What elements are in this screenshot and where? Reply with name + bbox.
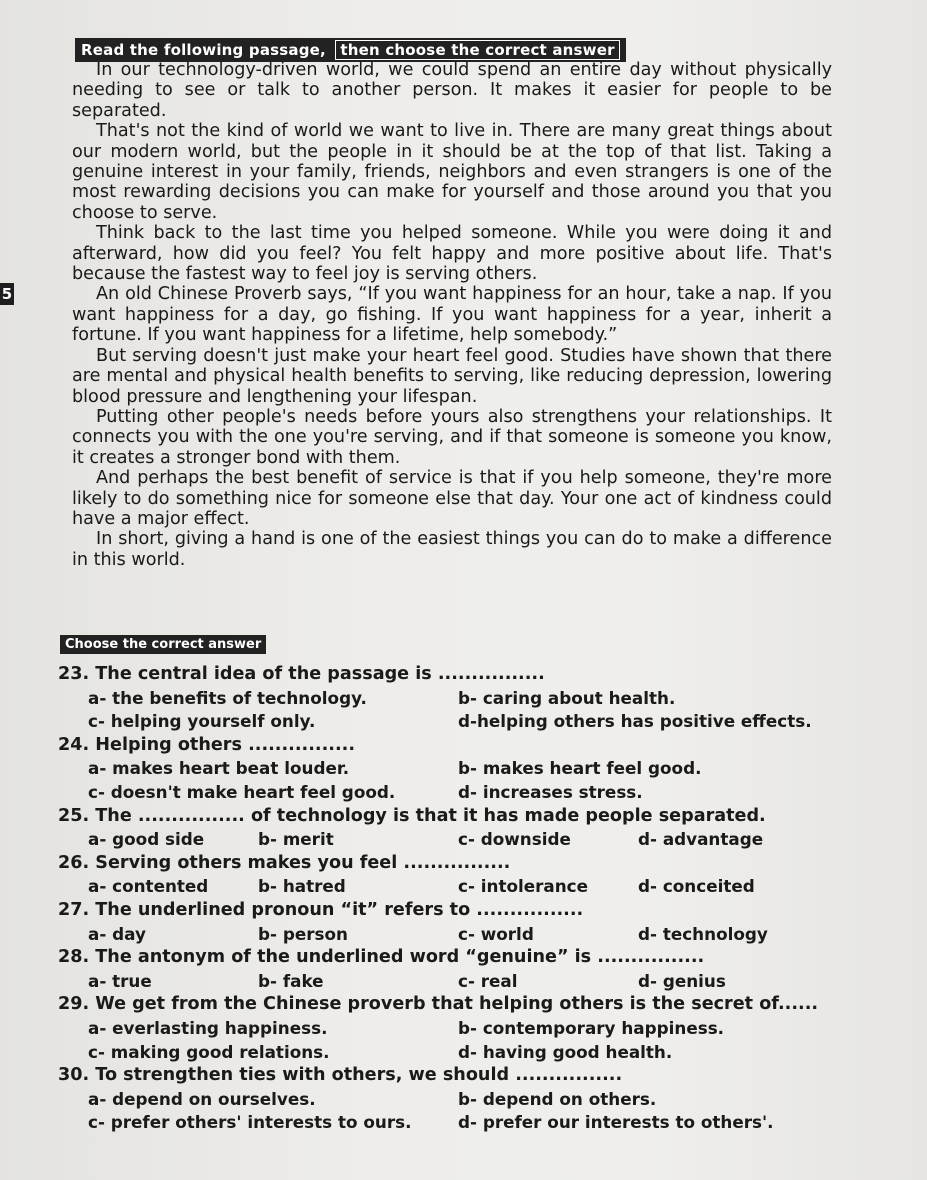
passage-paragraph-7: And perhaps the best benefit of service is that if you help someone, they're more likely to do something nice for someone else that day. Your one act of kindness could have a major effect. xyxy=(72,468,832,529)
option-24b[interactable]: b- makes heart feel good. xyxy=(458,758,702,779)
option-29d[interactable]: d- having good health. xyxy=(458,1041,673,1062)
option-23b[interactable]: b- caring about health. xyxy=(458,687,676,708)
option-29b[interactable]: b- contemporary happiness. xyxy=(458,1017,725,1038)
option-26d[interactable]: d- conceited xyxy=(638,876,755,897)
option-23c[interactable]: c- helping yourself only. xyxy=(88,711,316,732)
question-23-stem: 23. The central idea of the passage is ................ xyxy=(58,664,545,684)
question-25-stem: 25. The ................ of technology is that it has made people separated. xyxy=(58,805,766,826)
question-27-stem: 27. The underlined pronoun “it” refers to ................ xyxy=(58,899,584,920)
option-26a[interactable]: a- contented xyxy=(88,876,209,897)
question-23-options xyxy=(58,687,878,711)
option-30a[interactable]: a- depend on ourselves. xyxy=(88,1088,316,1109)
question-30-options xyxy=(58,1088,878,1112)
question-30-stem: 30. To strengthen ties with others, we should ................ xyxy=(58,1065,623,1086)
option-29a[interactable]: a- everlasting happiness. xyxy=(88,1017,328,1038)
option-25d[interactable]: d- advantage xyxy=(638,829,764,850)
option-23d[interactable]: d-helping others has positive effects. xyxy=(458,711,812,732)
option-24d[interactable]: d- increases stress. xyxy=(458,781,643,802)
option-28a[interactable]: a- true xyxy=(88,970,152,991)
option-23a[interactable]: a- the benefits of technology. xyxy=(88,687,367,708)
passage-paragraph-5: But serving doesn't just make your heart feel good. Studies have shown that there are mental and physical health benefits to serving, like reducing depression, lowering blood pressure and lengthening your lifespan. xyxy=(72,345,832,407)
question-28-options xyxy=(58,970,878,994)
question-23-options-2 xyxy=(58,710,878,734)
question-26-stem: 26. Serving others makes you feel ................ xyxy=(58,852,511,873)
question-24-options xyxy=(58,757,878,781)
option-25b[interactable]: b- merit xyxy=(258,829,334,850)
option-28d[interactable]: d- genius xyxy=(638,970,726,991)
instruction-banner xyxy=(75,38,626,62)
option-27a[interactable]: a- day xyxy=(88,923,146,944)
option-29c[interactable]: c- making good relations. xyxy=(88,1041,330,1062)
question-26-options xyxy=(58,875,878,899)
choose-answer-banner: Choose the correct answer xyxy=(60,635,266,654)
question-27-options xyxy=(58,923,878,947)
reading-passage xyxy=(72,60,832,570)
question-24-options-2 xyxy=(58,781,878,805)
passage-paragraph-3: Think back to the last time you helped someone. While you were doing it and afterward, how did you feel? You felt happy and more positive about life. That's because the fastest way to feel joy is serving others. xyxy=(72,223,832,285)
passage-paragraph-6: Putting other people's needs before yours also strengthens your relationships. It connects you with the one you're serving, and if that someone is someone you know, it creates a stronger bond with them. xyxy=(72,406,832,468)
question-28-stem: 28. The antonym of the underlined word “genuine” is ................ xyxy=(58,947,705,968)
instruction-part2: then choose the correct answer xyxy=(335,40,619,60)
instruction-part1: Read the following passage, xyxy=(81,41,326,59)
option-26b[interactable]: b- hatred xyxy=(258,876,346,897)
option-27d[interactable]: d- technology xyxy=(638,923,768,944)
option-30c[interactable]: c- prefer others' interests to ours. xyxy=(88,1112,412,1133)
question-24-stem: 24. Helping others ................ xyxy=(58,734,356,755)
option-30d[interactable]: d- prefer our interests to others'. xyxy=(458,1112,774,1133)
option-26c[interactable]: c- intolerance xyxy=(458,876,589,897)
option-24a[interactable]: a- makes heart beat louder. xyxy=(88,758,350,779)
question-29-stem: 29. We get from the Chinese proverb that helping others is the secret of...... xyxy=(58,994,819,1015)
option-28c[interactable]: c- real xyxy=(458,970,518,991)
passage-paragraph-1: In our technology-driven world, we could spend an entire day without physically needing to see or talk to another person. It makes it easier for people to be separated. xyxy=(72,60,832,121)
passage-paragraph-2: That's not the kind of world we want to live in. There are many great things about our modern world, but the people in it should be at the top of that list. Taking a genuine interest in your family, friends, neighbors and even strangers is one of the most rewarding decisions you can make for yourself and those around you that you choose to serve. xyxy=(72,121,832,223)
question-25-options xyxy=(58,828,878,852)
question-list xyxy=(58,663,878,1135)
question-29-options xyxy=(58,1017,878,1041)
option-28b[interactable]: b- fake xyxy=(258,970,324,991)
option-27c[interactable]: c- world xyxy=(458,923,534,944)
passage-paragraph-8: In short, giving a hand is one of the easiest things you can do to make a difference in this world. xyxy=(72,529,832,570)
option-25c[interactable]: c- downside xyxy=(458,829,571,850)
option-30b[interactable]: b- depend on others. xyxy=(458,1088,657,1109)
question-30-options-2 xyxy=(58,1111,878,1135)
option-27b[interactable]: b- person xyxy=(258,923,348,944)
passage-paragraph-4: An old Chinese Proverb says, “If you want happiness for an hour, take a nap. If you want happiness for a day, go fishing. If you want happiness for a year, inherit a fortune. If you want happiness for a lifetime, help somebody.” xyxy=(72,284,832,346)
option-24c[interactable]: c- doesn't make heart feel good. xyxy=(88,781,396,802)
question-29-options-2 xyxy=(58,1041,878,1065)
option-25a[interactable]: a- good side xyxy=(88,829,205,850)
line-number-marker: 5 xyxy=(1,285,13,303)
